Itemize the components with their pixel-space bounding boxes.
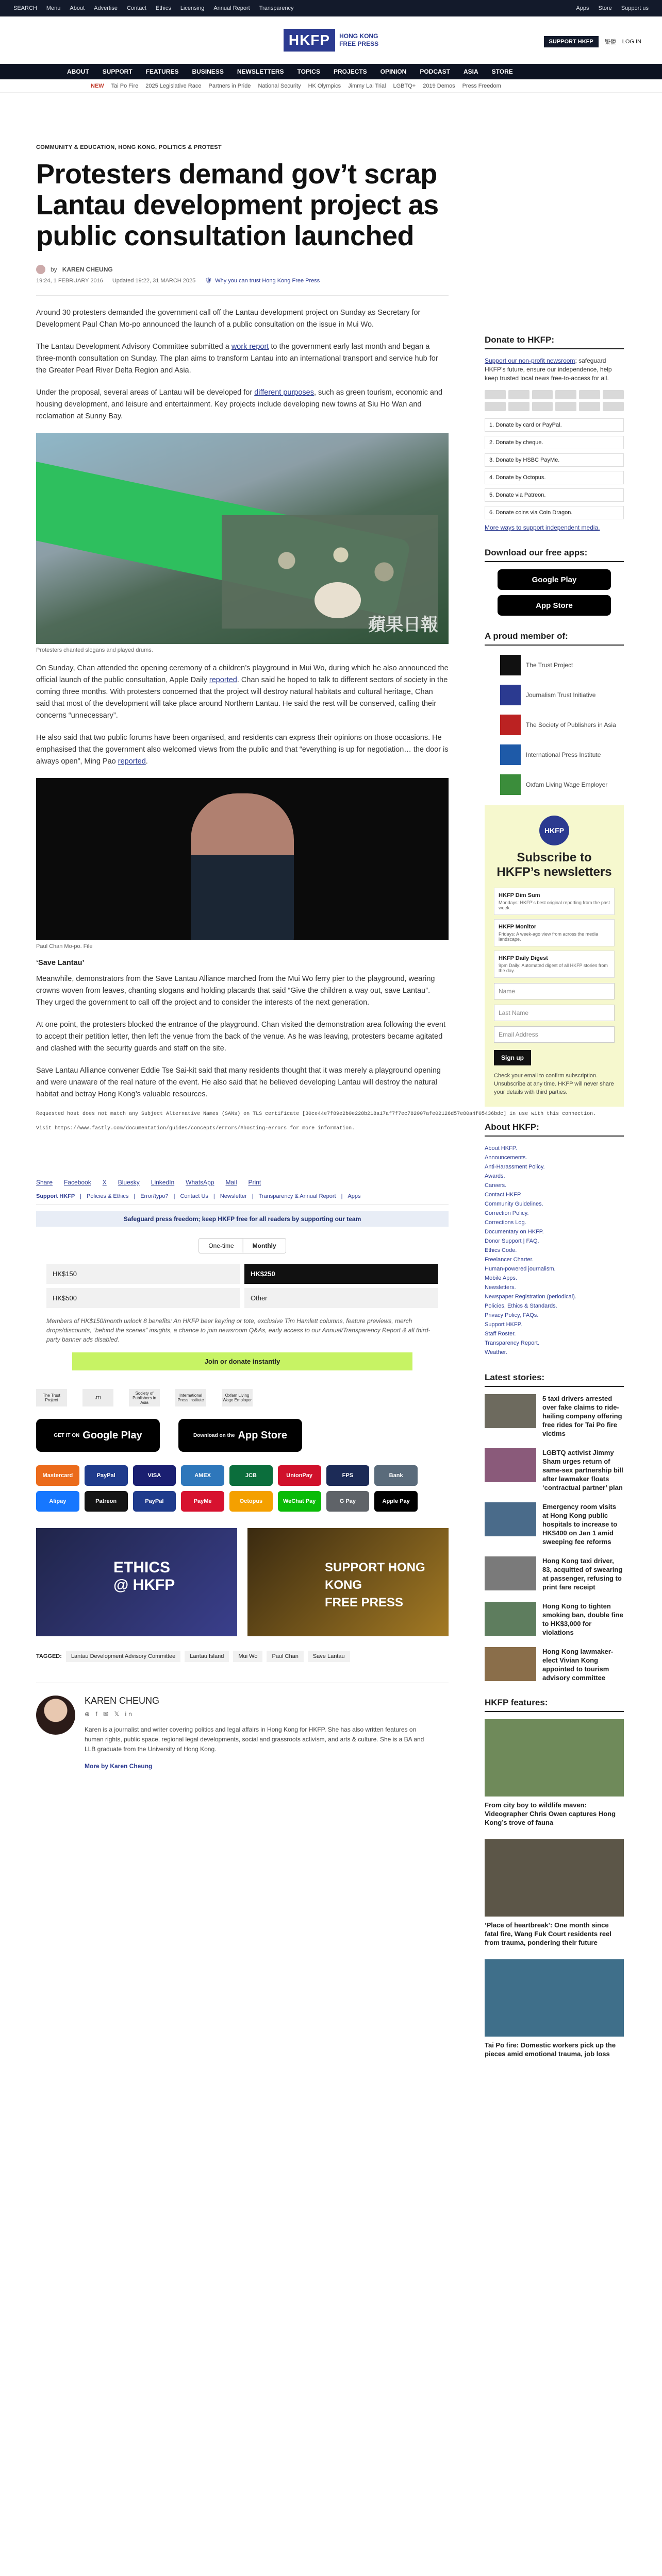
donate-widget: Donate to HKFP: Support our non-profit newsroom; safeguard HKFP’s future, ensure our independence, help keep trusted local news free-to-access for all. 1. Donate by card or PayPal. 2. Donate by cheque. 3. Donate by HSBC PayMe. 4. Donate by Octopus. 5. Donate via Patreon. 6. Donate coins via Coin Dragon. More ways to support independent media. xyxy=(485,335,624,532)
story-thumbnail xyxy=(485,1502,536,1536)
support-us-link[interactable]: Support us xyxy=(621,5,649,11)
by-label: by xyxy=(51,266,57,273)
trust-link[interactable] xyxy=(205,277,320,284)
trending-item[interactable]: Tai Po Fire xyxy=(111,82,139,89)
bank-icon: Bank xyxy=(374,1465,418,1486)
ming-pao-link[interactable]: reported xyxy=(118,757,146,766)
published-date: 19:24, 1 FEBRUARY 2016 xyxy=(36,277,103,284)
hkfp-logo[interactable] xyxy=(284,29,378,52)
story-title: LGBTQ activist Jimmy Sham urges return of same-sex partnership bill after lawmaker floats ‘contractual partner’ plan xyxy=(542,1449,623,1492)
signup-button[interactable]: Sign up xyxy=(494,1050,531,1065)
non-profit-link[interactable]: Support our non-profit newsroom xyxy=(485,357,575,364)
story-item[interactable] xyxy=(485,1602,624,1637)
about-link[interactable]: Careers. xyxy=(485,1182,507,1189)
more-by-author-link[interactable]: More by Karen Cheung xyxy=(85,1762,153,1770)
tagged-label: TAGGED: xyxy=(36,1653,62,1659)
about-link[interactable]: Community Guidelines. xyxy=(485,1201,543,1207)
share-whatsapp[interactable]: WhatsApp xyxy=(186,1179,214,1186)
tag[interactable]: Save Lantau xyxy=(308,1651,350,1662)
tag[interactable]: Lantau Development Advisory Committee xyxy=(66,1651,180,1662)
join-donate-button[interactable]: Join or donate instantly xyxy=(72,1352,412,1370)
footer-link[interactable]: Contact Us xyxy=(180,1193,208,1199)
payment-methods xyxy=(36,1465,418,1512)
nav-asia[interactable]: ASIA xyxy=(464,68,478,75)
support-banner[interactable]: SUPPORT HONG KONG FREE PRESS xyxy=(247,1528,449,1636)
photo-caption: Paul Chan Mo-po. File xyxy=(36,943,93,950)
footer-link[interactable]: Policies & Ethics xyxy=(87,1193,129,1199)
newsletter-option[interactable]: HKFP Dim Sum Mondays: HKFP’s best original reporting from the past week. xyxy=(494,888,615,915)
author-social-icons[interactable]: ⊕ f ✉ 𝕏 in xyxy=(85,1710,134,1718)
footer-link[interactable]: Support HKFP xyxy=(36,1193,75,1199)
story-thumbnail xyxy=(485,1647,536,1681)
about-link[interactable]: Documentary on HKFP. xyxy=(485,1229,544,1235)
search-link[interactable]: SEARCH xyxy=(13,5,37,11)
story-item[interactable] xyxy=(485,1448,624,1492)
about-link[interactable]: Staff Roster. xyxy=(485,1331,516,1337)
about-heading: About HKFP: xyxy=(485,1122,624,1137)
apple-pay-icon: Apple Pay xyxy=(374,1491,418,1512)
licensing-link[interactable]: Licensing xyxy=(180,5,205,11)
paragraph: Meanwhile, demonstrators from the Save Lantau Alliance marched from the Mui Wo ferry pier to the playground, wearing crowns woven from leaves, chanting slogans and holding placards that said “Give the children a way out, save Lantau”. They urged the government to call off the project and to consider the interests of the next generation. xyxy=(36,975,435,1007)
about-link[interactable]: Newspaper Registration (periodical). xyxy=(485,1294,576,1300)
ethics-banner[interactable]: ETHICS @ HKFP xyxy=(36,1528,237,1636)
amount-option[interactable]: Other xyxy=(244,1288,438,1308)
new-badge: NEW xyxy=(91,82,104,89)
store-link[interactable]: Store xyxy=(598,5,612,11)
google-play-badge[interactable]: GET IT ON Google Play xyxy=(36,1419,160,1452)
byline xyxy=(36,265,449,274)
monthly-tab[interactable]: Monthly xyxy=(243,1239,286,1253)
paul-chan-photo[interactable] xyxy=(36,778,449,940)
member-logo[interactable]: The Trust Project xyxy=(500,655,624,675)
nav-store[interactable]: STORE xyxy=(491,68,513,75)
shield-icon: 🛡 xyxy=(205,278,212,284)
paypal-icon: PayPal xyxy=(85,1465,128,1486)
nav-newsletters[interactable]: NEWSLETTERS xyxy=(237,68,284,75)
about-link[interactable]: Freelancer Charter. xyxy=(485,1257,534,1263)
paragraph: Under the proposal, several areas of Lantau will be developed for different purposes, such as green tourism, economic and housing development, and leisure and entertainment. Key projects include developing new towns at Siu Ho Wan and reclamation at Sunny Bay. xyxy=(36,388,443,420)
newsletter-title: Subscribe to HKFP’s newsletters xyxy=(496,851,612,879)
promo-banners xyxy=(36,1528,449,1636)
apple-daily-link[interactable]: reported xyxy=(209,676,237,684)
story-item[interactable] xyxy=(485,1647,624,1682)
newsletter-badge: HKFP xyxy=(539,816,569,845)
about-link[interactable]: Transparency Report. xyxy=(485,1340,539,1346)
story-thumbnail xyxy=(485,1602,536,1636)
about-link[interactable]: Correction Policy. xyxy=(485,1210,529,1216)
about-link[interactable]: Contact HKFP. xyxy=(485,1192,522,1198)
amex-icon: AMEX xyxy=(181,1465,224,1486)
fps-icon: FPS xyxy=(326,1465,370,1486)
article-category[interactable]: COMMUNITY & EDUCATION, HONG KONG, POLITICS & PROTEST xyxy=(36,144,222,150)
login-link[interactable]: LOG IN xyxy=(622,39,641,45)
member-logo[interactable]: Journalism Trust Initiative xyxy=(500,685,624,705)
footer-links: Support HKFP | Policies & Ethics | Error/typo? | Contact Us | Newsletter | Transparency & Annual Report | Apps xyxy=(36,1193,449,1205)
about-link[interactable]: Newsletters. xyxy=(485,1284,516,1291)
footer-link[interactable]: Newsletter xyxy=(220,1193,247,1199)
ethics-link[interactable]: Ethics xyxy=(155,5,171,11)
trust-project-logo[interactable]: The Trust Project xyxy=(36,1389,67,1406)
story-thumbnail xyxy=(485,1394,536,1428)
oxfam-logo[interactable]: Oxfam Living Wage Employer xyxy=(222,1389,253,1406)
share-print[interactable]: Print xyxy=(248,1179,261,1186)
story-title: Hong Kong lawmaker-elect Vivian Kong appointed to tourism advisory committee xyxy=(542,1648,614,1682)
features-widget xyxy=(485,1698,624,2058)
feature-item[interactable] xyxy=(485,1839,624,1947)
article-meta xyxy=(36,277,449,284)
email-input[interactable]: Email Address xyxy=(494,1026,615,1043)
tag[interactable]: Lantau Island xyxy=(185,1651,229,1662)
contact-link[interactable]: Contact xyxy=(126,5,146,11)
amount-option-selected[interactable]: HK$250 xyxy=(244,1264,438,1284)
first-name-input[interactable]: Name xyxy=(494,983,615,999)
octopus-icon: Octopus xyxy=(229,1491,273,1512)
footer-link[interactable]: Error/typo? xyxy=(140,1193,169,1199)
share-x[interactable]: X xyxy=(102,1179,107,1186)
feature-title: From city boy to wildlife maven: Videographer Chris Owen captures Hong Kong’s trove of fauna xyxy=(485,1801,616,1826)
share-linkedin[interactable]: LinkedIn xyxy=(151,1179,175,1186)
paragraph: On Sunday, Chan attended the opening ceremony of a children’s playground in Mui Wo, during which he also announced the official launch of the public consultation, Apple Daily reported. Chan said he hoped to talk to different sectors of society in the coming three months. With protesters concerned that the project will destroy natural habitats and cultural heritage, Chan said that most of the development will take place around Northern Lantau. He said the rest will be conserved, calling their concerns “unnecessary”. xyxy=(36,664,449,720)
app-store-badge[interactable]: Download on the App Store xyxy=(178,1419,302,1452)
membership-benefits: Members of HK$150/month unlock 8 benefits: An HKFP beer keyring or tote, exclusive Tim Hamlett columns, feature previews, merch drops/discounts, “behind the scenes” insights, a chance to join newsroom Q&As, early access to our Annual/Transparency Report & all third-party banner ads disabled. xyxy=(46,1317,431,1343)
trending-bar xyxy=(0,79,662,93)
member-heading: A proud member of: xyxy=(485,631,624,646)
newsletter-option[interactable]: HKFP Daily Digest 9pm Daily: Automated digest of all HKFP stories from the day. xyxy=(494,951,615,978)
jti-logo[interactable]: JTI xyxy=(82,1389,113,1406)
wechat-pay-icon: WeChat Pay xyxy=(278,1491,321,1512)
paypal-icon: PayPal xyxy=(133,1491,176,1512)
author-avatar xyxy=(36,265,45,274)
alipay-icon: Alipay xyxy=(36,1491,79,1512)
work-report-link[interactable]: work report xyxy=(231,343,269,351)
feature-item[interactable] xyxy=(485,1719,624,1827)
donate-heading: Donate to HKFP: xyxy=(485,335,624,349)
share-bar xyxy=(36,1179,449,1186)
latest-heading: Latest stories: xyxy=(485,1372,624,1387)
apple-daily-watermark: 蘋果日報 xyxy=(368,615,438,635)
member-logo[interactable]: International Press Institute xyxy=(500,744,624,765)
logo-line1: HONG KONG xyxy=(339,32,378,40)
author-bio: Karen is a journalist and writer covering politics and legal affairs in Hong Kong for HKFP. She has also written features on human rights, public space, regional legal developments, social and grassroots activism, and arts & culture. She is a BA and LLB graduate from the University of Hong Kong. xyxy=(85,1726,424,1753)
donate-method[interactable]: 3. Donate by HSBC PayMe. xyxy=(485,453,624,467)
different-purposes-link[interactable]: different purposes xyxy=(254,388,314,397)
payment-icons xyxy=(485,390,624,411)
donation-methods xyxy=(485,418,624,519)
about-link[interactable]: About xyxy=(70,5,85,11)
story-title: Hong Kong to tighten smoking ban, double fine to HK$3,000 for violations xyxy=(542,1602,623,1636)
more-ways-link[interactable]: More ways to support independent media. xyxy=(485,524,600,531)
feature-item[interactable] xyxy=(485,1959,624,2058)
share-bluesky[interactable]: Bluesky xyxy=(118,1179,140,1186)
feature-title: Tai Po fire: Domestic workers pick up the pieces amid emotional trauma, job loss xyxy=(485,2041,616,2058)
member-widget xyxy=(485,631,624,795)
about-link[interactable]: Support HKFP. xyxy=(485,1321,522,1328)
amount-option[interactable]: HK$150 xyxy=(46,1264,240,1284)
ipi-logo[interactable]: International Press Institute xyxy=(175,1389,206,1406)
footer-link[interactable]: Apps xyxy=(347,1193,361,1199)
trending-item[interactable]: Partners in Pride xyxy=(208,82,251,89)
trending-item[interactable]: LGBTQ+ xyxy=(393,82,416,89)
about-link[interactable]: Anti-Harassment Policy. xyxy=(485,1164,545,1170)
photo-caption: Protesters chanted slogans and played drums. xyxy=(36,647,153,653)
story-title: Hong Kong taxi driver, 83, acquitted of swearing at passenger, refusing to print fare receipt xyxy=(542,1557,623,1591)
protest-photo[interactable] xyxy=(36,433,449,644)
paragraph: At one point, the protesters blocked the entrance of the playground. Chan visited the demonstration area following the event to accept their petition letter, then left the venue from the back of the venue. As he was leaving, protesters became agitated and clashed with the security guards and staff on the site. xyxy=(36,1021,445,1053)
main-nav xyxy=(0,64,662,79)
about-link[interactable]: Ethics Code. xyxy=(485,1247,517,1253)
author-box xyxy=(36,1683,449,1771)
language-toggle[interactable]: 繁體 xyxy=(604,39,616,45)
visa-icon: VISA xyxy=(133,1465,176,1486)
feature-image xyxy=(485,1719,624,1797)
logo-mark: HKFP xyxy=(284,29,335,52)
about-link[interactable]: Weather. xyxy=(485,1349,507,1355)
frequency-toggle xyxy=(198,1238,286,1253)
feature-image xyxy=(485,1839,624,1917)
menu-link[interactable]: Menu xyxy=(46,5,61,11)
app-store-badges xyxy=(36,1419,449,1452)
about-list xyxy=(485,1144,624,1357)
article-title: Protesters demand gov’t scrap Lantau development project as public consultation launched xyxy=(36,159,439,251)
donation-widget xyxy=(36,1238,449,1370)
safeguard-banner[interactable]: Safeguard press freedom; keep HKFP free for all readers by supporting our team xyxy=(36,1211,449,1227)
about-link[interactable]: Privacy Policy, FAQs. xyxy=(485,1312,539,1318)
transparency-link[interactable]: Transparency xyxy=(259,5,294,11)
author-name[interactable]: KAREN CHEUNG xyxy=(85,1696,160,1706)
brand-header xyxy=(0,16,662,64)
nav-projects[interactable]: PROJECTS xyxy=(333,68,367,75)
tag[interactable]: Mui Wo xyxy=(233,1651,262,1662)
google-play-badge[interactable]: Google Play xyxy=(498,569,611,590)
sopa-logo[interactable]: Society of Publishers in Asia xyxy=(129,1389,160,1406)
story-title: 5 taxi drivers arrested over fake claims to ride-hailing company offering free rides for Tai Po fire victims xyxy=(542,1395,622,1437)
app-store-badge[interactable]: App Store xyxy=(498,595,611,616)
trending-item[interactable]: HK Olympics xyxy=(308,82,341,89)
paragraph: Around 30 protesters demanded the government call off the Lantau development project on Sunday as Secretary for Development Paul Chan Mo-po announced the launch of a public consultation on the issue in Mui Wo. xyxy=(36,309,421,329)
article-tags xyxy=(36,1651,449,1662)
about-widget xyxy=(485,1122,624,1357)
author-link[interactable]: KAREN CHEUNG xyxy=(62,266,113,273)
about-link[interactable]: Announcements. xyxy=(485,1155,527,1161)
updated-date: Updated 19:22, 31 MARCH 2025 xyxy=(112,277,196,284)
donate-method[interactable]: 2. Donate by cheque. xyxy=(485,436,624,449)
top-utility-bar xyxy=(0,0,662,16)
nav-about[interactable]: ABOUT xyxy=(67,68,89,75)
apps-link[interactable]: Apps xyxy=(576,5,589,11)
about-link[interactable]: About HKFP. xyxy=(485,1145,517,1151)
trending-item[interactable]: Press Freedom xyxy=(462,82,501,89)
about-link[interactable]: Donor Support | FAQ. xyxy=(485,1238,539,1244)
paragraph: Save Lantau Alliance convener Eddie Tse Sai-kit said that many residents thought that it was merely a playground opening and were unaware of the real nature of the event. He also said that he believed developing Lantau will destroy the natural habitat and betray Hong Kong’s valuable resources. xyxy=(36,1066,441,1098)
partner-logos xyxy=(36,1389,449,1406)
apps-heading: Download our free apps: xyxy=(485,548,624,562)
section-heading: ‘Save Lantau’ xyxy=(36,959,85,967)
about-link[interactable]: Human-powered journalism. xyxy=(485,1266,556,1272)
patreon-icon: Patreon xyxy=(85,1491,128,1512)
share-mail[interactable]: Mail xyxy=(225,1179,237,1186)
payme-icon: PayMe xyxy=(181,1491,224,1512)
donate-method[interactable]: 5. Donate via Patreon. xyxy=(485,488,624,502)
about-link[interactable]: Mobile Apps. xyxy=(485,1275,517,1281)
donate-method[interactable]: 1. Donate by card or PayPal. xyxy=(485,418,624,432)
advertise-link[interactable]: Advertise xyxy=(94,5,118,11)
newsletter-option[interactable]: HKFP Monitor Fridays: A week-ago view from across the media landscape. xyxy=(494,919,615,946)
amount-option[interactable]: HK$500 xyxy=(46,1288,240,1308)
story-item[interactable] xyxy=(485,1502,624,1546)
share-label: Share xyxy=(36,1179,53,1186)
nav-features[interactable]: FEATURES xyxy=(145,68,179,75)
donate-method[interactable]: 4. Donate by Octopus. xyxy=(485,471,624,484)
author-photo[interactable] xyxy=(36,1696,75,1735)
trending-item[interactable]: Jimmy Lai Trial xyxy=(348,82,386,89)
last-name-input[interactable]: Last Name xyxy=(494,1005,615,1021)
nav-opinion[interactable]: OPINION xyxy=(380,68,407,75)
member-logo[interactable]: The Society of Publishers in Asia xyxy=(500,715,624,735)
logo-line2: FREE PRESS xyxy=(339,40,379,47)
story-item[interactable] xyxy=(485,1394,624,1438)
share-facebook[interactable]: Facebook xyxy=(64,1179,91,1186)
apps-widget xyxy=(485,548,624,616)
newsletter-note: Check your email to confirm subscription. Unsubscribe at any time. HKFP will never share your details with third parties. xyxy=(494,1073,614,1095)
latest-stories xyxy=(485,1372,624,1682)
jcb-icon: JCB xyxy=(229,1465,273,1486)
embed-error: Requested host does not match any Subject Alternative Names (SANs) on TLS certificate [30ce44e7f89e2b0e228b218a17af7f7ec782007afe02126d57e80a4f05436bdc] in use with this connection. Visit https://www.fastly.com/documentation/guides/concepts/errors/#hosting-errors for more information. xyxy=(36,1111,597,1131)
google-pay-icon: G Pay xyxy=(326,1491,370,1512)
sidebar xyxy=(485,335,624,2071)
feature-title: ‘Place of heartbreak’: One month since fatal fire, Wang Fuk Court residents reel from trauma, pondering their future xyxy=(485,1921,611,1946)
story-thumbnail xyxy=(485,1448,536,1482)
support-hkfp-button[interactable]: SUPPORT HKFP xyxy=(544,36,599,47)
story-thumbnail xyxy=(485,1556,536,1590)
story-title: Emergency room visits at Hong Kong public hospitals to increase to HK$400 on Jan 1 amid sweeping fee reforms xyxy=(542,1503,618,1546)
trending-item[interactable]: 2025 Legislative Race xyxy=(145,82,202,89)
nav-podcast[interactable]: PODCAST xyxy=(420,68,450,75)
about-link[interactable]: Corrections Log. xyxy=(485,1219,526,1226)
about-link[interactable]: Policies, Ethics & Standards. xyxy=(485,1303,557,1309)
nav-business[interactable]: BUSINESS xyxy=(192,68,224,75)
mastercard-icon: Mastercard xyxy=(36,1465,79,1486)
feature-image xyxy=(485,1959,624,2037)
donate-method[interactable]: 6. Donate coins via Coin Dragon. xyxy=(485,506,624,519)
annual-report-link[interactable]: Annual Report xyxy=(213,5,250,11)
one-time-tab[interactable]: One-time xyxy=(208,1242,234,1249)
paragraph: The Lantau Development Advisory Committee submitted a work report to the government early last month and began a three-month consultation on Sunday. The plan aims to transform Lantau into an international transport and service hub for the Greater Pearl River Delta Region and Asia. xyxy=(36,343,438,375)
paragraph: He also said that two public forums have been organised, and residents can express their opinions on those occasions. He emphasised that the government also welcomed views from the public and that “everything is up for negotiation… the door is always open”, Ming Pao reported. xyxy=(36,734,449,766)
nav-topics[interactable]: TOPICS xyxy=(297,68,320,75)
about-link[interactable]: Awards. xyxy=(485,1173,505,1179)
member-logo[interactable]: Oxfam Living Wage Employer xyxy=(500,774,624,795)
story-item[interactable] xyxy=(485,1556,624,1591)
footer-link[interactable]: Transparency & Annual Report xyxy=(258,1193,336,1199)
trending-item[interactable]: National Security xyxy=(258,82,301,89)
newsletter-signup xyxy=(485,805,624,1107)
unionpay-icon: UnionPay xyxy=(278,1465,321,1486)
tag[interactable]: Paul Chan xyxy=(267,1651,303,1662)
trending-item[interactable]: 2019 Demos xyxy=(423,82,455,89)
features-heading: HKFP features: xyxy=(485,1698,624,1712)
nav-support[interactable]: SUPPORT xyxy=(102,68,133,75)
trust-label: Why you can trust Hong Kong Free Press xyxy=(215,277,320,284)
